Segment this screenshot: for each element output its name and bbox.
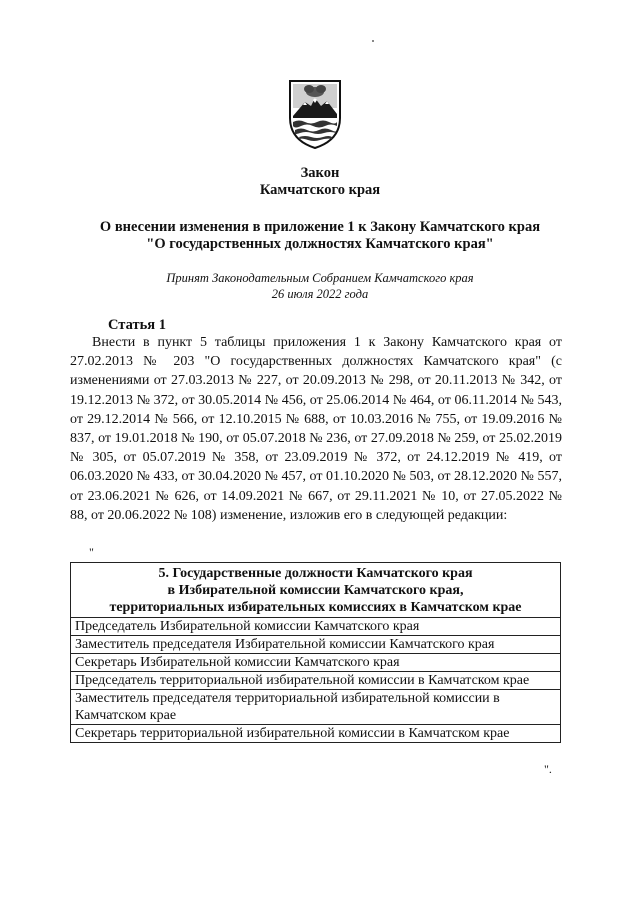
adoption-date: 26 июля 2022 года	[271, 287, 369, 301]
table-row	[71, 636, 561, 654]
table-row	[71, 690, 561, 725]
table-row	[71, 672, 561, 690]
quote-close-mark: ".	[544, 762, 552, 776]
law-title: Закон	[300, 165, 340, 181]
table-cell: Секретарь Избирательной комиссии Камчатского края	[71, 654, 561, 672]
table-cell: Секретарь территориальной избирательной комиссии в Камчатском крае	[71, 725, 561, 743]
article-heading: Статья 1	[108, 317, 166, 333]
table-heading	[71, 563, 561, 618]
law-subject-line2: "О государственных должностях Камчатского края"	[146, 236, 494, 252]
table-heading-line2: в Избирательной комиссии Камчатского края,	[167, 583, 464, 598]
table-row	[71, 618, 561, 636]
adoption-note: Принят Законодательным Собранием Камчатского края	[166, 271, 474, 285]
table-row	[71, 654, 561, 672]
table-header-row	[71, 563, 561, 618]
table-heading-line1: 5. Государственные должности Камчатского края	[158, 566, 473, 581]
quote-open-mark: "	[89, 545, 94, 559]
table-cell: Заместитель председателя Избирательной комиссии Камчатского края	[71, 636, 561, 654]
table-row	[71, 725, 561, 743]
table-cell: Председатель Избирательной комиссии Камчатского края	[71, 618, 561, 636]
positions-table	[70, 562, 561, 743]
article-body: Внести в пункт 5 таблицы приложения 1 к Закону Камчатского края от 27.02.2013 № 203 "О государственных должностях Камчатского края" (с изменениями от 27.03.2013 № 227, от 20.09.2013 № 298, от 20.11.2013 № 342, от 19.12.2013 № 372, от 30.05.2014 № 456, от 25.06.2014 № 464, от 06.11.2014 № 543, от 29.12.2014 № 566, от 12.10.2015 № 688, от 10.03.2016 № 755, от 19.09.2016 № 837, от 19.01.2018 № 190, от 05.07.2018 № 236, от 27.09.2018 № 259, от 25.02.2019 № 305, от 05.07.2019 № 358, от 23.09.2019 № 372, от 24.12.2019 № 419, от 06.03.2020 № 433, от 30.04.2020 № 457, от 01.10.2020 № 503, от 28.12.2020 № 557, от 23.06.2021 № 626, от 14.09.2021 № 667, от 29.11.2021 № 10, от 27.05.2022 № 88, от 20.06.2022 № 108) изменение, изложив его в следующей редакции:	[70, 335, 562, 523]
law-region: Камчатского края	[259, 182, 381, 198]
table-cell: Председатель территориальной избирательной комиссии в Камчатском крае	[71, 672, 561, 690]
kamchatka-coat-of-arms-icon	[287, 78, 343, 150]
law-subject-line1: О внесении изменения в приложение 1 к Закону Камчатского края	[99, 219, 541, 235]
table-heading-line3: территориальных избирательных комиссиях в Камчатском крае	[109, 600, 522, 615]
table-cell: Заместитель председателя территориальной избирательной комиссии в Камчатском крае	[71, 690, 561, 725]
scan-mark	[372, 40, 374, 42]
